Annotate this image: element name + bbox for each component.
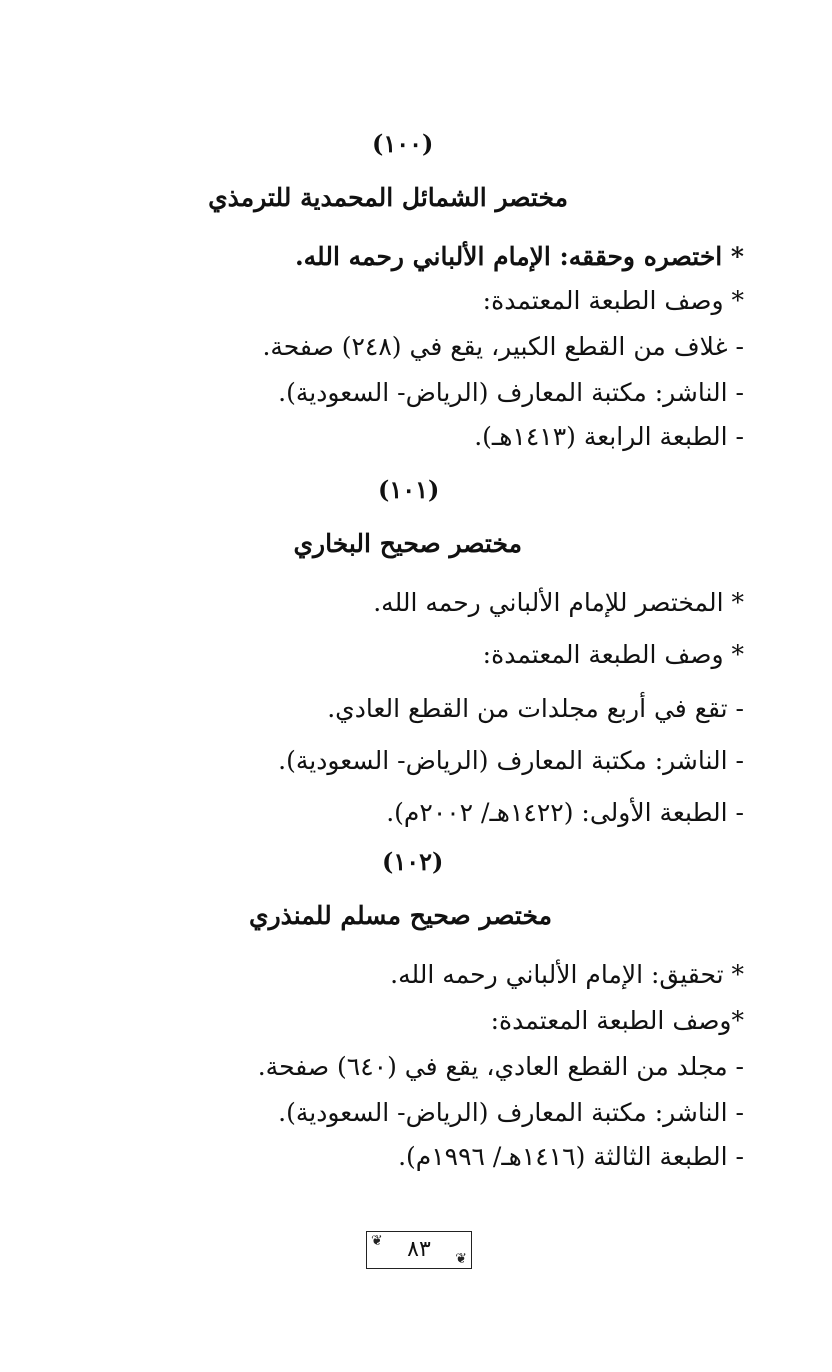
entry-line: - الناشر: مكتبة المعارف (الرياض- السعودية). [278,1098,744,1127]
entry-number: (١٠١) [378,475,440,504]
entry-line: - تقع في أربع مجلدات من القطع العادي. [327,694,744,723]
ornament-icon: ❦ [455,1251,467,1267]
entry-number: (١٠٢) [382,847,444,876]
entry-line: - غلاف من القطع الكبير، يقع في (٢٤٨) صفحة. [262,332,744,361]
entry-number: (١٠٠) [372,129,434,158]
entry-line: - الطبعة الرابعة (١٤١٣هـ). [474,422,744,451]
entry-line: * وصف الطبعة المعتمدة: [482,640,744,669]
entry-title: مختصر الشمائل المحمدية للترمذي [208,183,568,212]
ornament-icon: ❦ [371,1233,383,1249]
entry-line: *وصف الطبعة المعتمدة: [490,1006,744,1035]
entry-line: - مجلد من القطع العادي، يقع في (٦٤٠) صفحة. [257,1052,744,1081]
page-number: ٨٣ [407,1237,431,1262]
entry-line: * المختصر للإمام الألباني رحمه الله. [373,588,744,617]
page-number-box [366,1231,472,1269]
entry-title: مختصر صحيح مسلم للمنذري [249,901,552,930]
entry-line: - الطبعة الثالثة (١٤١٦هـ/ ١٩٩٦م). [398,1142,744,1171]
entry-line: - الناشر: مكتبة المعارف (الرياض- السعودية). [278,378,744,407]
entry-line: * تحقيق: الإمام الألباني رحمه الله. [390,960,744,989]
entry-line: * وصف الطبعة المعتمدة: [482,286,744,315]
entry-line: - الطبعة الأولى: (١٤٢٢هـ/ ٢٠٠٢م). [386,798,744,827]
entry-line: - الناشر: مكتبة المعارف (الرياض- السعودية). [278,746,744,775]
entry-line: * اختصره وحققه: الإمام الألباني رحمه الله. [294,242,744,271]
entry-title: مختصر صحيح البخاري [293,529,522,558]
